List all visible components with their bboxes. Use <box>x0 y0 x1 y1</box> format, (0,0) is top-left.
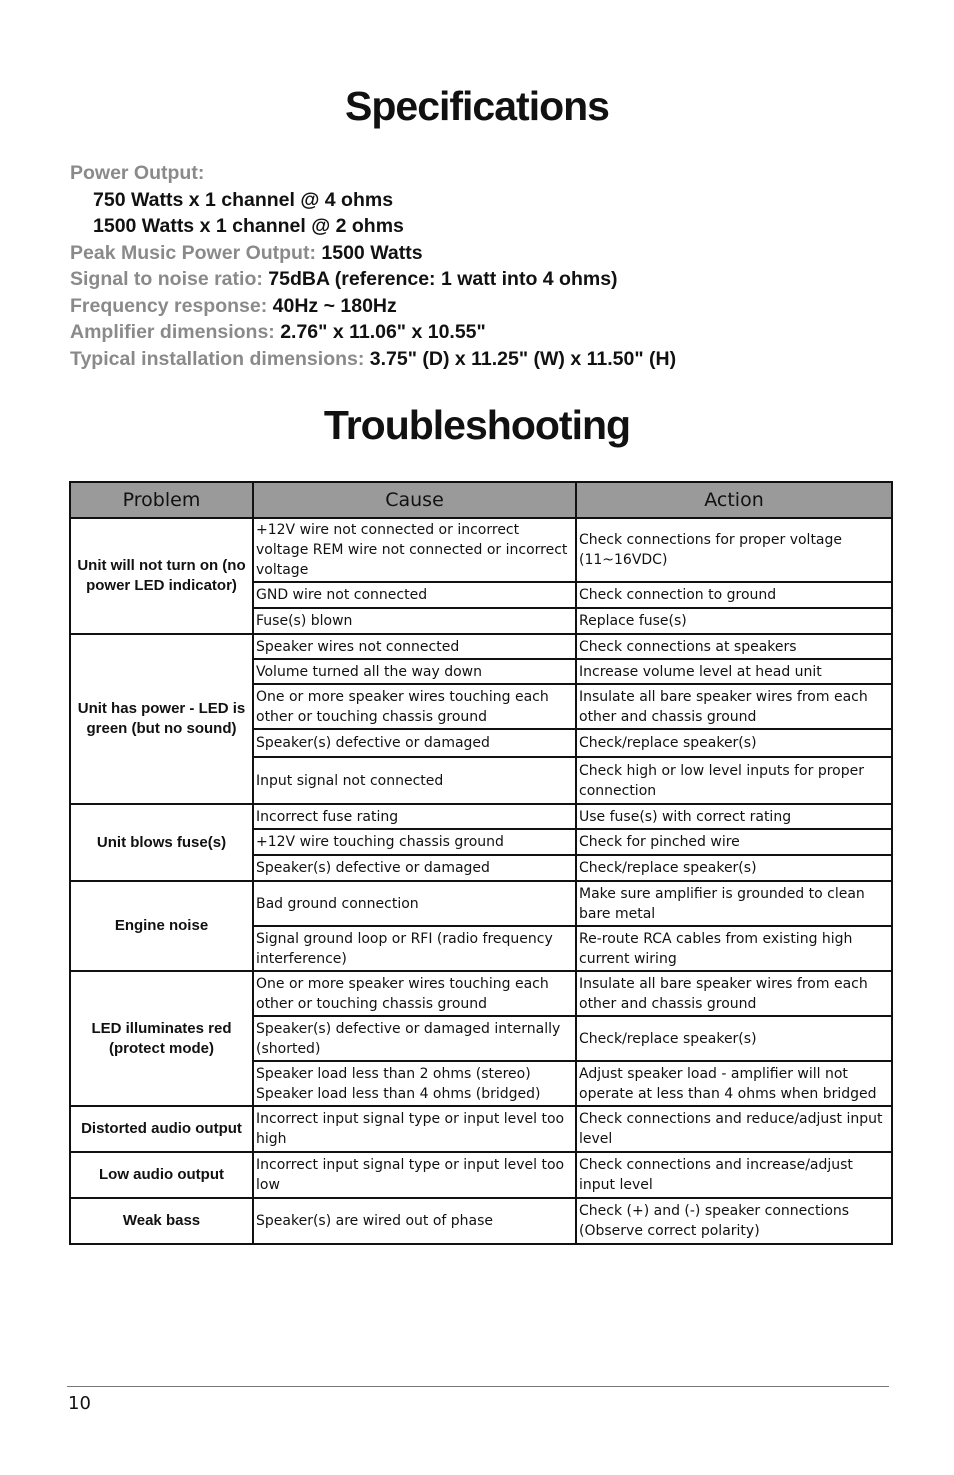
action-cell: Insulate all bare speaker wires from each other and chassis ground <box>576 684 892 729</box>
page-number: 10 <box>68 1393 91 1414</box>
table-row <box>70 634 892 659</box>
power-output-value-4ohm: 750 Watts x 1 channel @ 4 ohms <box>93 188 394 211</box>
cause-cell: Input signal not connected <box>253 757 576 804</box>
cause-cell: Speaker wires not connected <box>253 634 576 659</box>
header-cause: Cause <box>253 482 576 518</box>
action-cell: Check/replace speaker(s) <box>576 855 892 881</box>
action-cell: Check connections and increase/adjust input level <box>576 1152 892 1198</box>
action-cell: Use fuse(s) with correct rating <box>576 804 892 829</box>
action-cell: Increase volume level at head unit <box>576 659 892 684</box>
cause-cell: Incorrect input signal type or input level too high <box>253 1106 576 1152</box>
table-row <box>70 518 892 582</box>
problem-cell: Engine noise <box>70 881 253 971</box>
action-cell: Insulate all bare speaker wires from each other and chassis ground <box>576 971 892 1016</box>
snr-value: 75dBA (reference: 1 watt into 4 ohms) <box>268 268 618 290</box>
table-row <box>70 1152 892 1198</box>
table-row <box>70 1198 892 1244</box>
action-cell: Re-route RCA cables from existing high current wiring <box>576 926 892 971</box>
action-cell: Replace fuse(s) <box>576 608 892 634</box>
cause-cell: Speaker(s) defective or damaged <box>253 855 576 881</box>
cause-cell: One or more speaker wires touching each other or touching chassis ground <box>253 684 576 729</box>
action-cell: Check (+) and (-) speaker connections (Observe correct polarity) <box>576 1198 892 1244</box>
action-cell: Check high or low level inputs for proper connection <box>576 757 892 804</box>
peak-power-label: Peak Music Power Output: <box>70 241 316 264</box>
table-body <box>70 518 892 1244</box>
action-cell: Make sure amplifier is grounded to clean bare metal <box>576 881 892 926</box>
cause-cell: Fuse(s) blown <box>253 608 576 634</box>
table-row <box>70 971 892 1016</box>
specifications-title: Specifications <box>345 83 609 129</box>
header-action: Action <box>576 482 892 518</box>
power-output-label: Power Output: <box>70 162 205 184</box>
action-cell: Check/replace speaker(s) <box>576 729 892 757</box>
table-row <box>70 804 892 829</box>
cause-cell: +12V wire not connected or incorrect voltage REM wire not connected or incorrect voltage <box>253 518 576 582</box>
action-cell: Check for pinched wire <box>576 829 892 855</box>
frequency-response-value: 40Hz ~ 180Hz <box>272 294 397 317</box>
problem-cell: LED illuminates red (protect mode) <box>70 971 253 1106</box>
problem-cell: Unit will not turn on (no power LED indicator) <box>70 518 253 634</box>
action-cell: Check connections at speakers <box>576 634 892 659</box>
cause-cell: +12V wire touching chassis ground <box>253 829 576 855</box>
cause-cell: One or more speaker wires touching each other or touching chassis ground <box>253 971 576 1016</box>
problem-cell: Low audio output <box>70 1152 253 1198</box>
cause-cell: Incorrect fuse rating <box>253 804 576 829</box>
installation-dimensions-value: 3.75" (D) x 11.25" (W) x 11.50" (H) <box>369 347 677 370</box>
table-row <box>70 1106 892 1152</box>
footer-divider <box>67 1386 889 1387</box>
action-cell: Check connections for proper voltage (11~16VDC) <box>576 518 892 582</box>
snr-label: Signal to noise ratio: <box>70 268 263 290</box>
troubleshooting-title: Troubleshooting <box>323 402 631 448</box>
peak-power-value: 1500 Watts <box>321 241 423 264</box>
cause-cell: Incorrect input signal type or input level too low <box>253 1152 576 1198</box>
cause-cell: Signal ground loop or RFI (radio frequency interference) <box>253 926 576 971</box>
specifications-list <box>70 160 930 372</box>
amplifier-dimensions-value: 2.76" x 11.06" x 10.55" <box>280 321 486 343</box>
problem-cell: Weak bass <box>70 1198 253 1244</box>
table-header-row <box>70 482 892 518</box>
installation-dimensions-label: Typical installation dimensions: <box>70 347 365 370</box>
table-row <box>70 881 892 926</box>
action-cell: Check connection to ground <box>576 582 892 608</box>
cause-cell: Speaker(s) defective or damaged internally (shorted) <box>253 1016 576 1061</box>
frequency-response-label: Frequency response: <box>70 294 268 317</box>
cause-cell: Volume turned all the way down <box>253 659 576 684</box>
action-cell: Check/replace speaker(s) <box>576 1016 892 1061</box>
cause-cell: Bad ground connection <box>253 881 576 926</box>
power-output-value-2ohm: 1500 Watts x 1 channel @ 2 ohms <box>93 215 404 237</box>
cause-cell: Speaker(s) defective or damaged <box>253 729 576 757</box>
action-cell: Adjust speaker load - amplifier will not operate at less than 4 ohms when bridged <box>576 1061 892 1106</box>
cause-cell: Speaker(s) are wired out of phase <box>253 1198 576 1244</box>
cause-cell: Speaker load less than 2 ohms (stereo) Speaker load less than 4 ohms (bridged) <box>253 1061 576 1106</box>
problem-cell: Distorted audio output <box>70 1106 253 1152</box>
action-cell: Check connections and reduce/adjust input level <box>576 1106 892 1152</box>
troubleshooting-table <box>69 481 893 1245</box>
amplifier-dimensions-label: Amplifier dimensions: <box>70 321 275 343</box>
problem-cell: Unit has power - LED is green (but no sound) <box>70 634 253 804</box>
problem-cell: Unit blows fuse(s) <box>70 804 253 881</box>
cause-cell: GND wire not connected <box>253 582 576 608</box>
header-problem: Problem <box>70 482 253 518</box>
